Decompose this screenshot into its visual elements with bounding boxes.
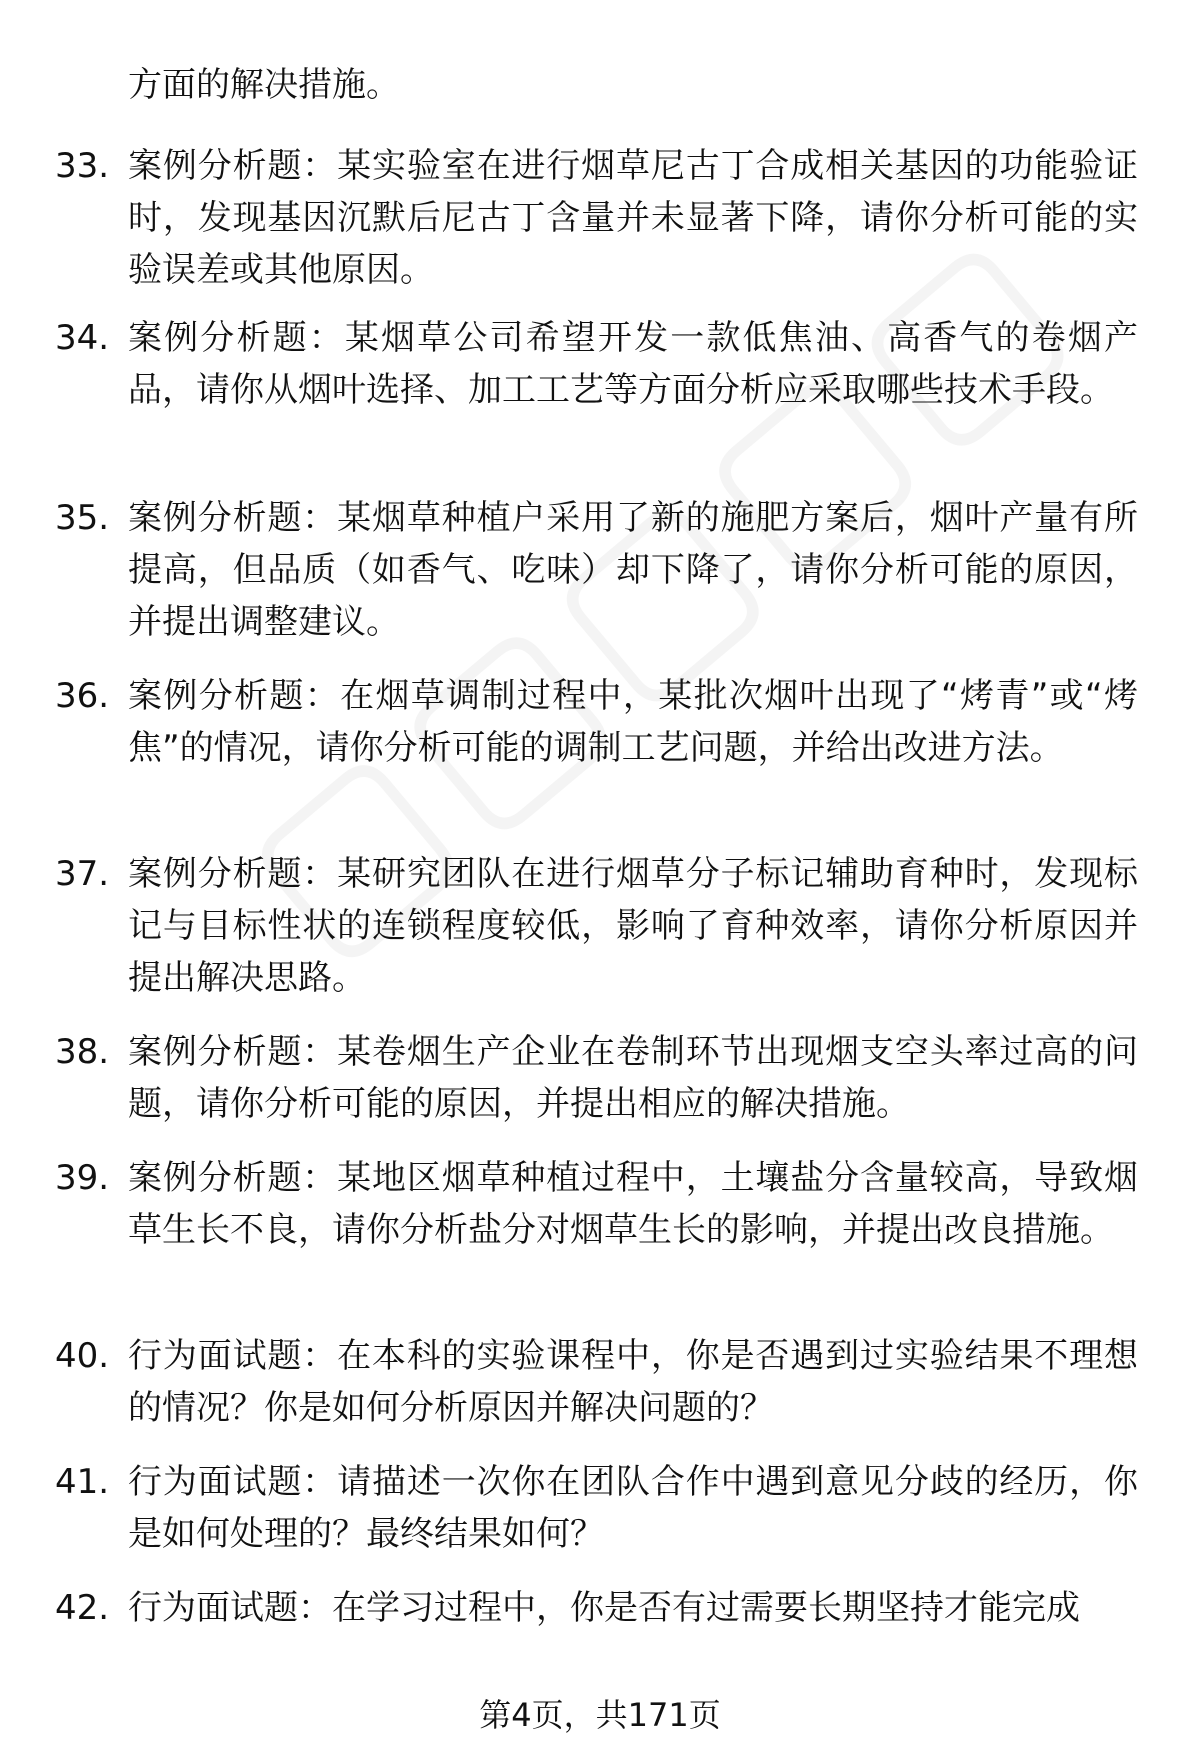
question-item (0, 1582, 1200, 1642)
question-text: 案例分析题：某烟草公司希望开发一款低焦油、高香气的卷烟产品，请你从烟叶选择、加工工艺等方面分析应采取哪些技术手段。 (128, 318, 1138, 410)
question-number: 39. (55, 1158, 110, 1198)
question-number: 33. (55, 146, 110, 186)
question-item (0, 1152, 1200, 1330)
continuation-text: 方面的解决措施。 (128, 65, 400, 105)
question-item (0, 492, 1200, 670)
question-item (0, 1330, 1200, 1456)
question-list (0, 140, 1200, 1642)
question-item (0, 1456, 1200, 1582)
question-text: 案例分析题：某地区烟草种植过程中，土壤盐分含量较高，导致烟草生长不良，请你分析盐分对烟草生长的影响，并提出改良措施。 (128, 1158, 1138, 1250)
question-text: 案例分析题：某烟草种植户采用了新的施肥方案后，烟叶产量有所提高，但品质（如香气、吃味）却下降了，请你分析可能的原因，并提出调整建议。 (128, 498, 1138, 642)
question-item (0, 1026, 1200, 1152)
question-number: 37. (55, 854, 110, 894)
question-item (0, 670, 1200, 848)
question-text: 案例分析题：某实验室在进行烟草尼古丁合成相关基因的功能验证时，发现基因沉默后尼古丁含量并未显著下降，请你分析可能的实验误差或其他原因。 (128, 146, 1138, 290)
question-number: 35. (55, 498, 110, 538)
question-text: 案例分析题：某研究团队在进行烟草分子标记辅助育种时，发现标记与目标性状的连锁程度较低，影响了育种效率，请你分析原因并提出解决思路。 (128, 854, 1138, 998)
question-number: 36. (55, 676, 110, 716)
question-item (0, 312, 1200, 492)
question-text: 行为面试题：在学习过程中，你是否有过需要长期坚持才能完成 (128, 1588, 1080, 1628)
question-text: 案例分析题：在烟草调制过程中，某批次烟叶出现了“烤青”或“烤焦”的情况，请你分析可能的调制工艺问题，并给出改进方法。 (128, 676, 1138, 768)
question-number: 38. (55, 1032, 110, 1072)
page-footer: 第4页，共171页 (479, 1696, 721, 1734)
question-number: 41. (55, 1462, 110, 1502)
question-number: 42. (55, 1588, 110, 1628)
question-number: 34. (55, 318, 110, 358)
question-item (0, 848, 1200, 1026)
question-number: 40. (55, 1336, 110, 1376)
question-item (0, 140, 1200, 312)
question-text: 案例分析题：某卷烟生产企业在卷制环节出现烟支空头率过高的问题，请你分析可能的原因，并提出相应的解决措施。 (128, 1032, 1138, 1124)
question-text: 行为面试题：在本科的实验课程中，你是否遇到过实验结果不理想的情况？你是如何分析原因并解决问题的？ (128, 1336, 1138, 1428)
question-text: 行为面试题：请描述一次你在团队合作中遇到意见分歧的经历，你是如何处理的？最终结果如何？ (128, 1462, 1138, 1554)
